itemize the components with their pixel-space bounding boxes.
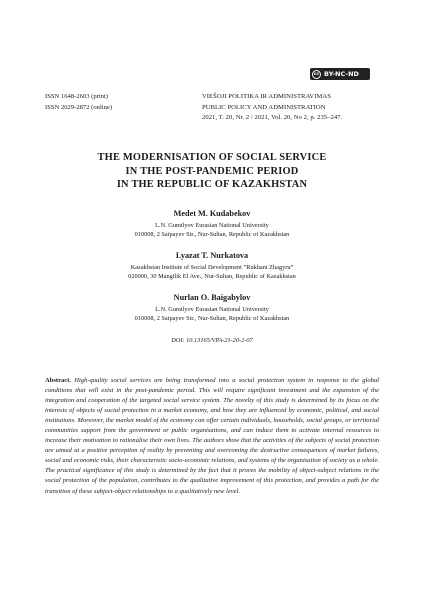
author-block xyxy=(0,292,424,323)
journal-info xyxy=(202,92,342,124)
author-block xyxy=(0,250,424,281)
author-address: 010008, 2 Satpayev Str., Nur-Sultan, Republic of Kazakhstan xyxy=(134,231,290,238)
author-affiliation: L.N. Gumilyov Eurasian National University xyxy=(155,306,269,313)
issn-print: ISSN 1648-2603 (print) xyxy=(45,93,109,100)
author-address: 010008, 2 Satpayev Str., Nur-Sultan, Republic of Kazakhstan xyxy=(134,315,290,322)
author-name: Nurlan O. Baigabylov xyxy=(173,293,251,302)
author-name: Medet M. Kudabekov xyxy=(173,209,251,218)
issn-online: ISSN 2029-2872 (online) xyxy=(45,103,113,111)
title-line-1: THE MODERNISATION OF SOCIAL SERVICE xyxy=(97,152,327,163)
issn-block xyxy=(45,92,112,113)
doi[interactable]: DOI: 10.13165/VPA-21-20-2-07 xyxy=(171,337,253,344)
abstract xyxy=(45,376,379,497)
journal-volume: 2021, T. 20, Nr. 2 / 2021, Vol. 20, No 2, p. 235–247. xyxy=(202,114,343,121)
author-block xyxy=(0,208,424,239)
abstract-label: Abstract. xyxy=(45,377,71,384)
author-affiliation: Kazakhstan Institute of Social Development “Rukhani Zhagyru” xyxy=(130,264,294,271)
title-line-2: IN THE POST-PANDEMIC PERIOD xyxy=(125,165,299,177)
article-title xyxy=(40,151,384,192)
cc-license-badge[interactable] xyxy=(310,68,370,80)
license-text: BY-NC-ND xyxy=(324,70,359,78)
title-line-3: IN THE REPUBLIC OF KAZAKHSTAN xyxy=(116,179,308,190)
author-affiliation: L.N. Gumilyov Eurasian National University xyxy=(155,222,269,229)
author-address: 020000, 30 Mangilik El Ave., Nur-Sultan, Republic of Kazakhstan xyxy=(128,273,296,280)
abstract-text: High-quality social services are being transformed into a social protection system in response to the global conditions that will exist in the post-pandemic period. This will require significant investment and the expansion of the integration and cooperation of the targeted social service system. The novelty of this study is determined by its focus on the interests of objects of social protection in a market economy, and how they are influenced by economic, political, and social institutions. Moreover, the market model of the economy can offer certain individuals, households, social groups, or territorial communities support from the government or public organisations, and can induce them to activate internal resources to increase their motivation to rationalise their own lives. The authors show that the activities of the subjects of social protection are aimed at a positive perception of reality by preventing and overcoming the destructive consequences of market failures, social and economic risks, their characteristic socio-economic relations, and systems of the organisation of society as a whole. The practical significance of this study is determined by the fact that it proves the mobility of object-subject relations in the social protection of the population, contributes to the qualitative improvement of this protection, and provides a path for the transition of these subject-object relationships to a qualitatively new level. xyxy=(45,377,380,495)
creative-commons-icon: cc xyxy=(313,71,320,77)
journal-name-lt: VIEŠOJI POLITIKA IR ADMINISTRAVIMAS xyxy=(202,93,331,100)
journal-name-en: PUBLIC POLICY AND ADMINISTRATION xyxy=(202,103,326,111)
author-name: Lyazat T. Nurkatova xyxy=(175,251,249,260)
